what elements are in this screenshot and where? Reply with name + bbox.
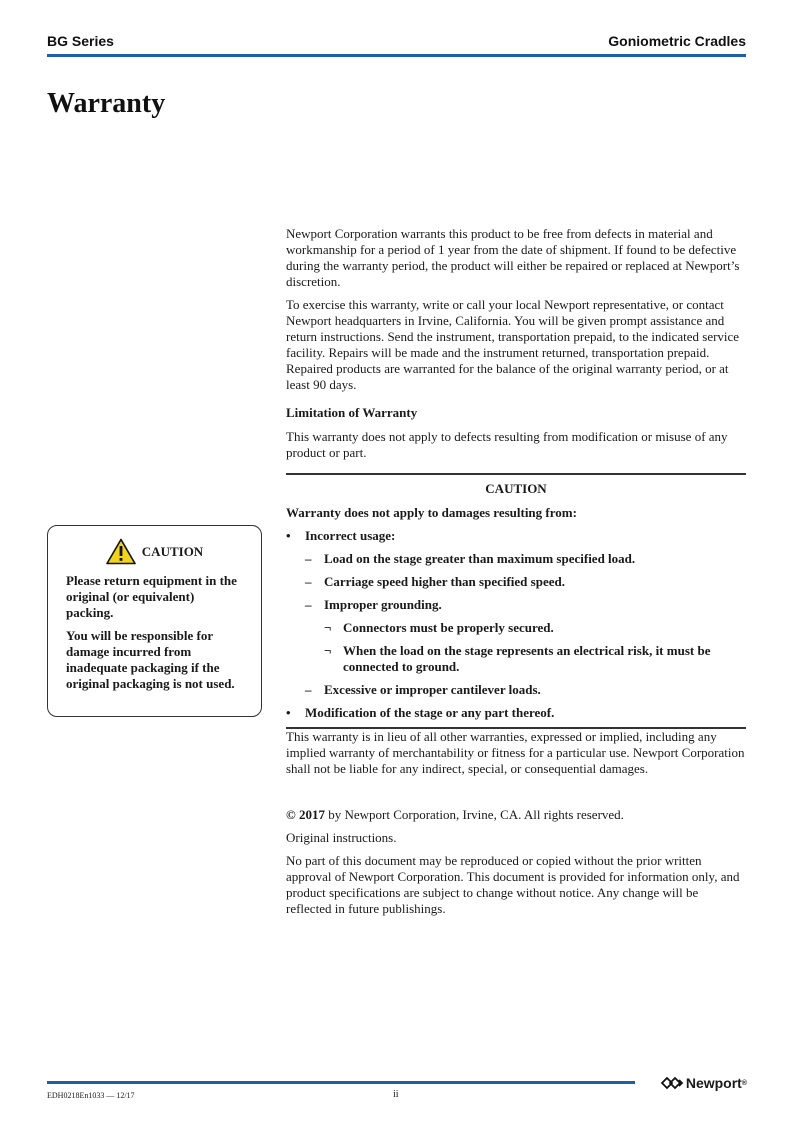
bullet-icon: • (286, 528, 291, 543)
warranty-paragraph-2: To exercise this warranty, write or call your local Newport representative, or contact Newport headquarters in Irvine, California. You will be given prompt assistance and return instructions. Send the instrument, transportation prepaid, to the indicated service facility. Repairs will be made and the instrument returned, transportation prepaid. Repaired products are warranted for the balance of the original warranty period, or at least 90 days. (286, 297, 740, 392)
list-item-text: Connectors must be properly secured. (343, 620, 554, 635)
list-item (286, 682, 746, 698)
disclaimer-paragraph: This warranty is in lieu of all other warranties, expressed or implied, including any implied warranty of merchantability or fitness for a particular use. Newport Corporation shall not be liable for any indirect, special, or consequential damages. (286, 729, 745, 776)
list-item-text: Excessive or improper cantilever loads. (324, 682, 541, 697)
caution-lead: Warranty does not apply to damages resulting from: (286, 505, 577, 520)
sidebox-paragraph-2: You will be responsible for damage incurred from inadequate packaging if the original packaging is not used. (66, 628, 235, 691)
original-instructions: Original instructions. (286, 830, 397, 845)
logo-registered-mark: ® (741, 1079, 747, 1087)
list-item-text: Carriage speed higher than specified speed. (324, 574, 565, 589)
newport-logo (660, 1075, 747, 1091)
sidebox-paragraph-1: Please return equipment in the original (or equivalent) packing. (66, 573, 237, 620)
warranty-paragraph-1: Newport Corporation warrants this product to be free from defects in material and workmanship for a period of 1 year from the date of shipment. If found to be defective during the warranty period, the product will either be repaired or replaced at Newport’s discretion. (286, 226, 740, 289)
header-product: Goniometric Cradles (608, 33, 746, 49)
list-item (286, 705, 746, 721)
footer-rule (47, 1081, 635, 1084)
list-item (286, 551, 746, 567)
page-number: ii (393, 1089, 399, 1100)
sidebox-label: CAUTION (141, 543, 204, 559)
list-item (286, 620, 746, 636)
logo-text: Newport (685, 1075, 742, 1091)
bullet-icon: • (286, 705, 291, 720)
reproduction-notice: No part of this document may be reproduced or copied without the prior written approval of Newport Corporation. This document is provided for information only, and product specifications are subject to change without notice. Any change will be reflected in future publishings. (286, 853, 740, 916)
sub-bullet-icon: ¬ (324, 643, 332, 658)
warranty-body (286, 226, 746, 924)
warning-icon (106, 538, 136, 565)
newport-logo-icon (660, 1076, 686, 1090)
list-item-text: When the load on the stage represents an electrical risk, it must be connected to ground. (343, 643, 711, 674)
copyright-year: © 2017 (286, 807, 325, 822)
list-item-text: Modification of the stage or any part thereof. (305, 705, 555, 720)
document-code: EDH0218En1033 — 12/17 (47, 1091, 135, 1100)
list-item (286, 597, 746, 613)
list-item-text: Load on the stage greater than maximum specified load. (324, 551, 636, 566)
limitation-heading: Limitation of Warranty (286, 405, 418, 420)
sub-bullet-icon: ¬ (324, 620, 332, 635)
dash-icon: – (305, 574, 312, 589)
header-rule (47, 54, 746, 57)
page-title: Warranty (47, 88, 166, 119)
caution-block (286, 473, 746, 729)
limitation-text: This warranty does not apply to defects resulting from modification or misuse of any product or part. (286, 429, 728, 460)
list-item (286, 643, 746, 675)
dash-icon: – (305, 597, 312, 612)
header-series: BG Series (47, 33, 114, 49)
dash-icon: – (305, 551, 312, 566)
copyright-block (286, 807, 746, 917)
copyright-line (286, 807, 746, 823)
list-item-text: Incorrect usage: (305, 528, 396, 543)
copyright-text: by Newport Corporation, Irvine, CA. All rights reserved. (324, 807, 624, 822)
list-item (286, 574, 746, 590)
caution-sidebox (47, 525, 262, 717)
list-item (286, 528, 746, 544)
dash-icon: – (305, 682, 312, 697)
caution-title: CAUTION (485, 481, 547, 496)
sidebox-header (66, 538, 243, 565)
list-item-text: Improper grounding. (324, 597, 442, 612)
